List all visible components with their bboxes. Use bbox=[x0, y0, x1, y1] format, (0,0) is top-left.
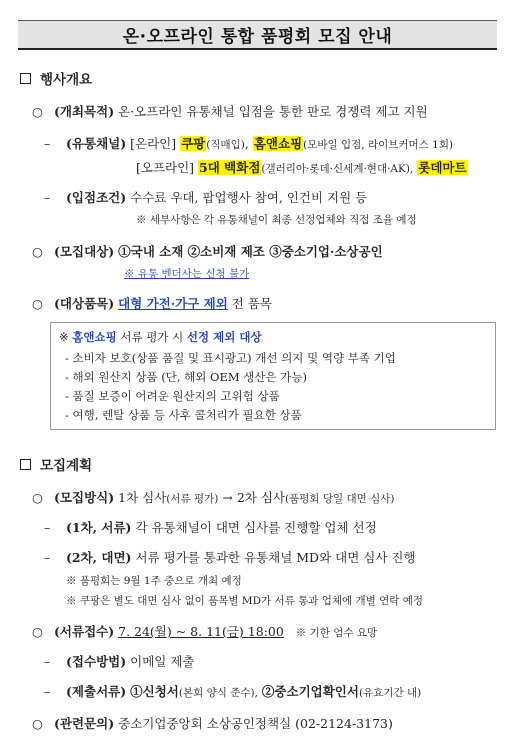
note-box-row: - 해외 원산지 상품 (단, 해외 OEM 생산은 가능) bbox=[65, 370, 307, 384]
exclusion-note-box bbox=[50, 322, 496, 430]
arrow-icon: → bbox=[222, 490, 233, 505]
receipt-line: ○ (서류접수) 7. 24(월) ~ 8. 11(금) 18:00 ※ 기한 엄수 요망 bbox=[32, 624, 378, 639]
note-box-row: - 여행, 렌탈 상품 등 사후 콜처리가 필요한 상품 bbox=[65, 408, 302, 422]
page-title: 온·오프라인 통합 품평회 모집 안내 bbox=[122, 27, 393, 47]
note-box-row: - 품질 보증이 어려운 원산지의 고위험 상품 bbox=[65, 389, 280, 403]
target-note: ※ 유통 벤더사는 신청 불가 bbox=[124, 268, 250, 280]
circle-bullet-icon: ○ bbox=[32, 716, 43, 731]
dash-bullet-icon: – bbox=[44, 550, 51, 565]
method-line: ○ (모집방식) 1차 심사(서류 평가) → 2차 심사(품평회 당일 대면 심사) bbox=[32, 490, 395, 505]
note-box-row: - 소비자 보호(상품 품질 및 표시광고) 개선 의지 및 역량 부족 기업 bbox=[65, 351, 396, 365]
square-bullet-icon bbox=[20, 459, 31, 470]
conditions-note: ※ 세부사항은 각 유통채널이 최종 선정업체와 직접 조율 예정 bbox=[136, 214, 417, 226]
dash-bullet-icon: – bbox=[44, 654, 51, 669]
channel-offline-line: [오프라인] 5대 백화점(갤러리아·롯데·신세계·현대·AK), 롯데마트 bbox=[136, 160, 467, 175]
circle-bullet-icon: ○ bbox=[32, 296, 43, 311]
coupang-note: ※ 쿠팡은 별도 대면 심사 없이 품목별 MD가 서류 통과 업체에 개별 연락 예정 bbox=[66, 595, 424, 607]
dash-bullet-icon: – bbox=[44, 190, 51, 205]
purpose-line: ○ (개최목적) 온·오프라인 유통채널 입점을 통한 판로 경쟁력 제고 지원 bbox=[32, 104, 428, 119]
target-line: ○ (모집대상) ①국내 소재 ②소비재 제조 ③중소기업·소상공인 bbox=[32, 244, 383, 259]
title-banner bbox=[18, 20, 497, 50]
items-line: ○ (대상품목) 대형 가전·가구 제외 전 품목 bbox=[32, 296, 272, 311]
conditions-line: – (입점조건) 수수료 우대, 팝업행사 참여, 인건비 지원 등 bbox=[44, 190, 368, 205]
circle-bullet-icon: ○ bbox=[32, 104, 43, 119]
circle-bullet-icon: ○ bbox=[32, 244, 43, 259]
dash-bullet-icon: – bbox=[44, 684, 51, 699]
dash-bullet-icon: – bbox=[44, 520, 51, 535]
circle-bullet-icon: ○ bbox=[32, 624, 43, 639]
apply-method-line: – (접수방법) 이메일 제출 bbox=[44, 654, 195, 669]
square-bullet-icon bbox=[20, 73, 31, 84]
schedule-note: ※ 품평회는 9월 1주 중으로 개최 예정 bbox=[66, 575, 242, 587]
channel-online-line: – (유통채널) [온라인] 쿠팡(직매입), 홈앤쇼핑(모바일 입점, 라이브커머스 1회) bbox=[44, 136, 454, 151]
documents-line: – (제출서류) ①신청서(본회 양식 준수), ②중소기업확인서(유효기간 내) bbox=[44, 684, 422, 699]
dash-bullet-icon: – bbox=[44, 136, 51, 151]
section-heading-overview: 행사개요 bbox=[20, 72, 92, 88]
first-round-line: – (1차, 서류) 각 유통채널이 대면 심사를 진행할 업체 선정 bbox=[44, 520, 377, 535]
contact-line: ○ (관련문의) 중소기업중앙회 소상공인정책실 (02-2124-3173) bbox=[32, 716, 393, 731]
note-box-heading: ※ 홈앤쇼핑 서류 평가 시 선정 제외 대상 bbox=[59, 330, 262, 344]
second-round-line: – (2차, 대면) 서류 평가를 통과한 유통채널 MD와 대면 심사 진행 bbox=[44, 550, 416, 565]
section-heading-plan: 모집계획 bbox=[20, 458, 92, 474]
circle-bullet-icon: ○ bbox=[32, 490, 43, 505]
